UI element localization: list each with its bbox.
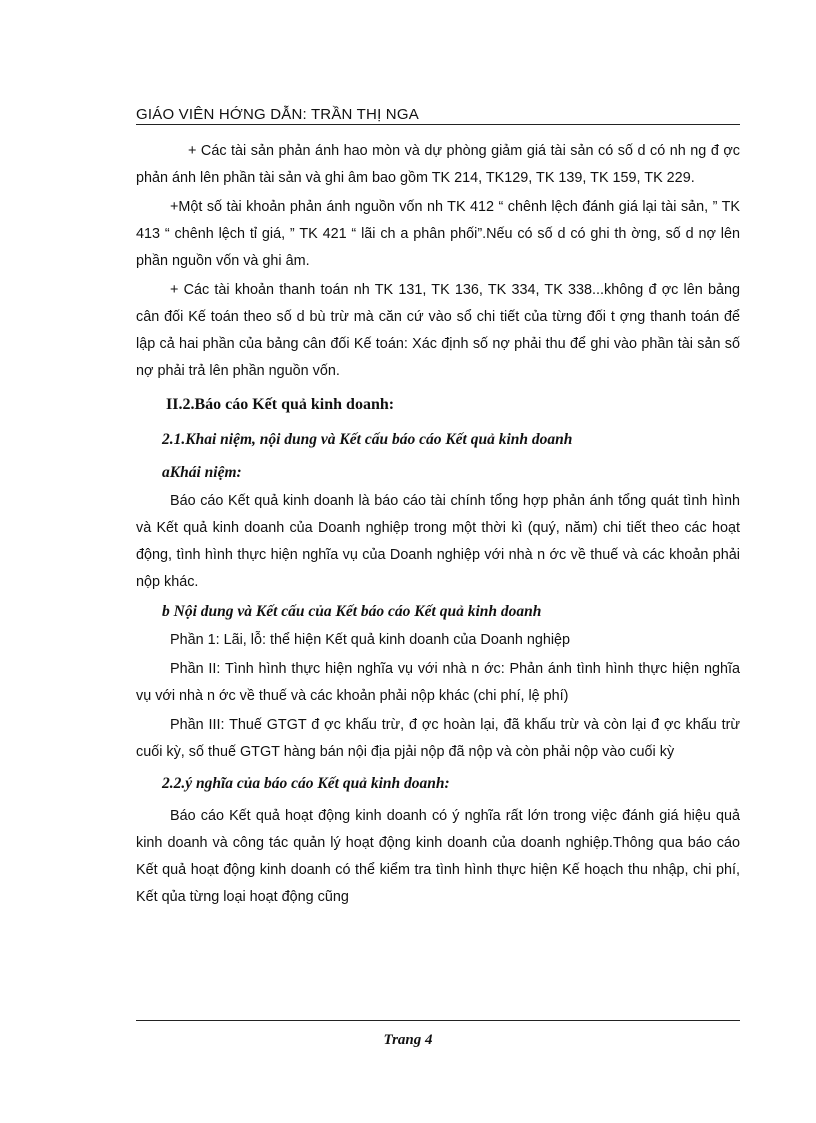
subsection-meaning-title: 2.2.ý nghĩa của báo cáo Kết quả kinh doanh:	[162, 775, 450, 792]
subsection-concept-title: 2.1.Khai niệm, nội dung và Kết cấu báo cáo Kết quả kinh doanh	[162, 431, 573, 448]
sub-a-title: aKhái niệm:	[162, 464, 242, 481]
page-header: GIÁO VIÊN HỚNG DẪN: TRẦN THỊ NGA	[136, 106, 740, 125]
section-title: II.2.Báo cáo Kết quả kinh doanh:	[166, 396, 395, 413]
paragraph-payment-accounts: + Các tài khoản thanh toán nh TK 131, TK 136, TK 334, TK 338...không đ ợc lên bảng cân đối Kế toán theo số d bù trừ mà căn cứ vào sổ chi tiết của từng đối t ợng thanh toán để lập cả hai phần của bảng cân đối Kế toán: Xác định số nợ phải thu để ghi vào phần tài sản số nợ phải trả lên phần nguồn vốn.	[136, 282, 740, 379]
page-number: Trang 4	[383, 1032, 433, 1048]
part-1-text: Phần 1: Lãi, lỗ: thể hiện Kết quả kinh doanh của Doanh nghiệp	[170, 632, 571, 648]
paragraph-depreciation-accounts: + Các tài sản phản ánh hao mòn và dự phòng giảm giá tài sản có số d có nh ng đ ợc phản ánh lên phần tài sản và ghi âm bao gồm TK 214, TK129, TK 139, TK 159, TK 229.	[136, 143, 740, 186]
document-body	[136, 138, 740, 913]
part-3-text: Phần III: Thuế GTGT đ ợc khấu trừ, đ ợc hoàn lại, đã khấu trừ và còn lại đ ợc khấu trừ cuối kỳ, số thuế GTGT hàng bán nội địa pjải nộp đã nộp và còn phải nộp vào cuối kỳ	[136, 717, 740, 760]
sub-a-text: Báo cáo Kết quả kinh doanh là báo cáo tài chính tổng hợp phản ánh tổng quát tình hình và Kết quả kinh doanh của Doanh nghiệp trong một thời kì (quý, năm) chi tiết theo các hoạt động, tình hình thực hiện nghĩa vụ của Doanh nghiệp với nhà n ớc về thuế và các khoản phải nộp khác.	[136, 493, 740, 590]
part-2-text: Phần II: Tình hình thực hiện nghĩa vụ với nhà n ớc: Phản ánh tình hình thực hiện nghĩa vụ với nhà n ớc về thuế và các khoản phải nộp khác (chi phí, lệ phí)	[136, 661, 740, 704]
final-paragraph: Báo cáo Kết quả hoạt động kinh doanh có ý nghĩa rất lớn trong việc đánh giá hiệu quả kinh doanh và công tác quản lý hoạt động kinh doanh của doanh nghiệp.Thông qua báo cáo Kết quả hoạt động kinh doanh có thể kiểm tra tình hình thực hiện Kế hoạch thu nhập, chi phí, Kết qủa từng loại hoạt động cũng	[136, 808, 740, 905]
sub-b-title: b Nội dung và Kết cấu của Kết báo cáo Kết quả kinh doanh	[162, 603, 542, 620]
footer-divider	[136, 1020, 740, 1021]
paragraph-capital-accounts: +Một số tài khoản phản ánh nguồn vốn nh TK 412 “ chênh lệch đánh giá lại tài sản, ” TK 413 “ chênh lệch tỉ giá, ” TK 421 “ lãi ch a phân phối”.Nếu có số d có ghi th ờng, số d nợ lên phần nguồn vốn và ghi âm.	[136, 199, 740, 269]
